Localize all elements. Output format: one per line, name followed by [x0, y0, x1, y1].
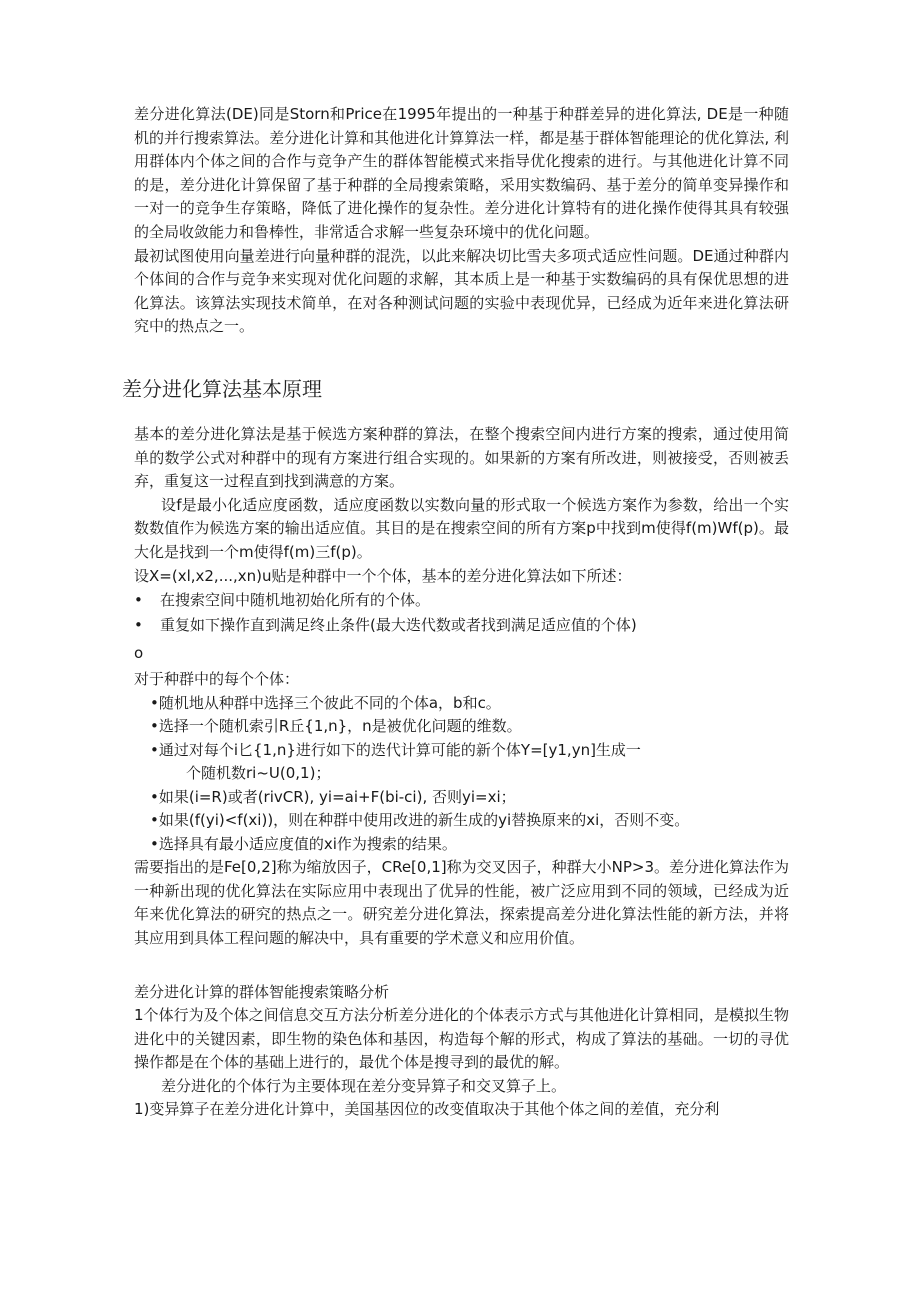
bullet-dot-icon: • [134, 616, 143, 635]
section-heading-strategy: 差分进化计算的群体智能搜索策略分析 [134, 982, 390, 1001]
bullet-text: 在搜索空间中随机地初始化所有的个体。 [160, 591, 431, 610]
strategy-paragraph-3: 1)变异算子在差分进化计算中，美国基因位的改变值取决于其他个体之间的差值，充分利 [134, 1100, 720, 1119]
each-individual-line: 对于种群中的每个个体： [134, 670, 300, 689]
section-heading-principle: 差分进化算法基本原理 [122, 376, 322, 401]
algorithm-step-continuation: 个随机数ri~U(0,1)； [186, 764, 331, 783]
principle-paragraph-4: 需要指出的是Fe[0,2]称为缩放因子，CRe[0,1]称为交叉因子，种群大小NP>3。差分进化算法作为一种新出现的优化算法在实际应用中表现出了优异的性能，被广泛应用到不同的领域，已经成为近年来优化算法的研究的热点之一。研究差分进化算法，探索提高差分进化算法性能的新方法，并将其应用到具体工程问题的解决中，具有重要的学术意义和应用价值。 [134, 858, 789, 947]
intro-paragraph-1: 差分进化算法(DE)同是Storn和Price在1995年提出的一种基于种群差异的进化算法, DE是一种随机的并行搜索算法。差分进化计算和其他进化计算算法一样，都是基于群体智能理论的优化算法, 利用群体内个体之间的合作与竞争产生的群体智能模式来指导优化搜索的进行。与其他进化计算不同的是，差分进化计算保留了基于种群的全局搜索策略，采用实数编码、基于差分的简单变异操作和一对一的竞争生存策略，降低了进化操作的复杂性。差分进化计算特有的进化操作使得其具有较强的全局收敛能力和鲁棒性，非常适合求解一些复杂环境中的优化问题。 [134, 105, 789, 241]
principle-paragraph-1: 基本的差分进化算法是基于候选方案种群的算法，在整个搜索空间内进行方案的搜索，通过使用简单的数学公式对种群中的现有方案进行组合实现的。如果新的方案有所改进，则被接受，否则被丢弃，重复这一过程直到找到满意的方案。 [134, 424, 789, 491]
bullet-dot-icon: • [134, 591, 143, 610]
intro-paragraph-2: 最初试图使用向量差进行向量种群的混洗，以此来解决切比雪夫多项式适应性问题。DE通过种群内个体间的合作与竞争来实现对优化问题的求解，其本质上是一种基于实数编码的具有保优思想的进化算法。该算法实现技术简单，在对各种测试问题的实验中表现优异，已经成为近年来进化算法研究中的热点之一。 [134, 246, 789, 336]
strategy-paragraph-2: 差分进化的个体行为主要体现在差分变异算子和交叉算子上。 [161, 1076, 567, 1095]
algorithm-step: •如果(f(yi)<f(xi))，则在种群中使用改进的新生成的yi替换原来的xi，否则不变。 [150, 811, 690, 830]
algorithm-step: •随机地从种群中选择三个彼此不同的个体a，b和c。 [150, 693, 501, 712]
stray-character: o [134, 644, 144, 663]
bullet-text: 重复如下操作直到满足终止条件(最大迭代数或者找到满足适应值的个体) [160, 616, 637, 635]
algorithm-step: •选择一个随机索引R丘{1,n}，n是被优化问题的维数。 [150, 717, 522, 736]
principle-paragraph-2: 设f是最小化适应度函数，适应度函数以实数向量的形式取一个候选方案作为参数，给出一个实数数值作为候选方案的输出适应值。其目的是在搜索空间的所有方案p中找到m使得f(m)Wf(p)。最大化是找到一个m使得f(m)三f(p)。 [134, 495, 789, 561]
algorithm-step: •如果(i=R)或者(rivCR), yi=ai+F(bi-ci), 否则yi=xi； [150, 787, 516, 806]
algorithm-step: •通过对每个i匕{1,n}进行如下的迭代计算可能的新个体Y=[y1,yn]生成一 [150, 740, 641, 759]
document-body [122, 103, 789, 1122]
strategy-paragraph-1: 1个体行为及个体之间信息交互方法分析差分进化的个体表示方式与其他进化计算相同，是模拟生物进化中的关键因素，即生物的染色体和基因，构造每个解的形式，构成了算法的基础。一切的寻优操作都是在个体的基础上进行的，最优个体是搜寻到的最优的解。 [134, 1006, 789, 1072]
bullet-item [134, 613, 789, 638]
bullet-item [134, 588, 789, 613]
algorithm-step: •选择具有最小适应度值的xi作为搜索的结果。 [150, 834, 457, 853]
principle-paragraph-3: 设X=(xl,x2,...,xn)u贴是种群中一个个体，基本的差分进化算法如下所述： [134, 566, 632, 585]
